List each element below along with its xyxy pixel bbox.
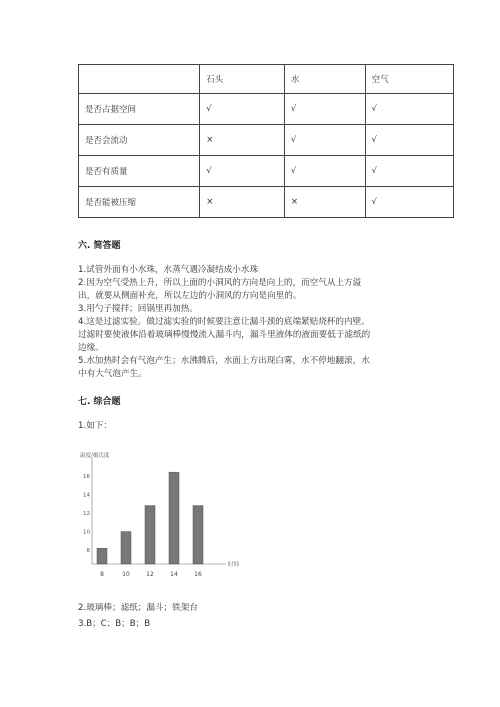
y-tick-label: 12 [83,511,90,517]
answer-line: 1.如下： [78,421,112,431]
properties-table [78,64,454,218]
answer-line: 过滤时要使液体沿着玻璃棒慢慢流入漏斗内，漏斗里液体的液面要低于滤纸的 [78,330,371,340]
chart-axes [92,458,226,564]
table-cell: 是否有质量 [79,156,200,187]
table-cell: √ [284,94,365,125]
table-cell: × [200,187,285,218]
y-tick-label: 14 [83,492,90,499]
answer-line: 2.玻璃棒；滤纸；漏斗；铁架台 [78,603,198,613]
answer-line: 3.B；C；B；B；B [78,619,151,629]
table-row [79,187,454,218]
answer-line: 2.因为空气受热上升，所以上面的小洞风的方向是向上的，而空气从上方溢 [78,278,362,288]
answer-line: 4.这是过滤实验。做过滤实验的时候要注意让漏斗颈的底端紧贴烧杯的内壁。 [78,317,370,327]
x-tick-label: 16 [194,571,202,578]
chart-bar [169,472,179,564]
x-tick-label: 8 [100,571,104,578]
table-cell: √ [365,125,453,156]
chart-bar [97,548,107,564]
table-cell: √ [365,156,453,187]
table-cell: √ [365,94,453,125]
table-cell: 是否能被压缩 [79,187,200,218]
y-tick-label: 8 [86,548,90,555]
y-tick-label: 10 [83,529,90,536]
table-header-cell [79,65,200,94]
chart-bar [121,532,131,564]
answer-line: 中有大气泡产生。 [78,369,147,379]
table-header-row [79,65,454,94]
table-row [79,125,454,156]
table-cell: 是否占据空间 [79,94,200,125]
table-header-cell: 空气 [365,65,453,94]
section-heading-comprehensive: 七. 综合题 [78,397,121,407]
temperature-bar-chart [78,448,268,588]
answer-line: 5.水加热时会有气泡产生；水沸腾后，水面上方出现白雾，水不停地翻滚，水 [78,356,370,366]
table-cell: × [284,187,365,218]
table-cell: 是否会流动 [79,125,200,156]
answer-line: 1.试管外面有小水珠，水蒸气遇冷凝结成小水珠 [78,265,259,275]
x-tick-label: 14 [170,571,178,578]
answer-line: 3.用勺子搅拌；回锅里再加热。 [78,304,198,314]
table-cell: √ [365,187,453,218]
table-row [79,156,454,187]
table-cell: √ [284,125,365,156]
table-cell: × [200,125,285,156]
chart-bar [193,506,203,564]
y-tick-label: 16 [83,473,90,480]
table-cell: √ [200,94,285,125]
table-cell: √ [200,156,285,187]
section-heading-short-answer: 六. 简答题 [78,241,121,251]
answer-line: 边缘。 [78,343,104,353]
table-header-cell: 石头 [200,65,285,94]
table-row [79,94,454,125]
x-axis-label: 时间 [228,562,240,568]
table-header-cell: 水 [284,65,365,94]
x-tick-label: 12 [146,571,154,578]
chart-bars [97,472,203,564]
y-axis-label: 温度/摄氏度 [80,453,110,459]
table-cell: √ [284,156,365,187]
x-tick-label: 10 [122,571,130,578]
answer-line: 出，就要从侧面补充，所以左边的小洞风的方向是向里的。 [78,291,302,301]
chart-bar [145,506,155,564]
